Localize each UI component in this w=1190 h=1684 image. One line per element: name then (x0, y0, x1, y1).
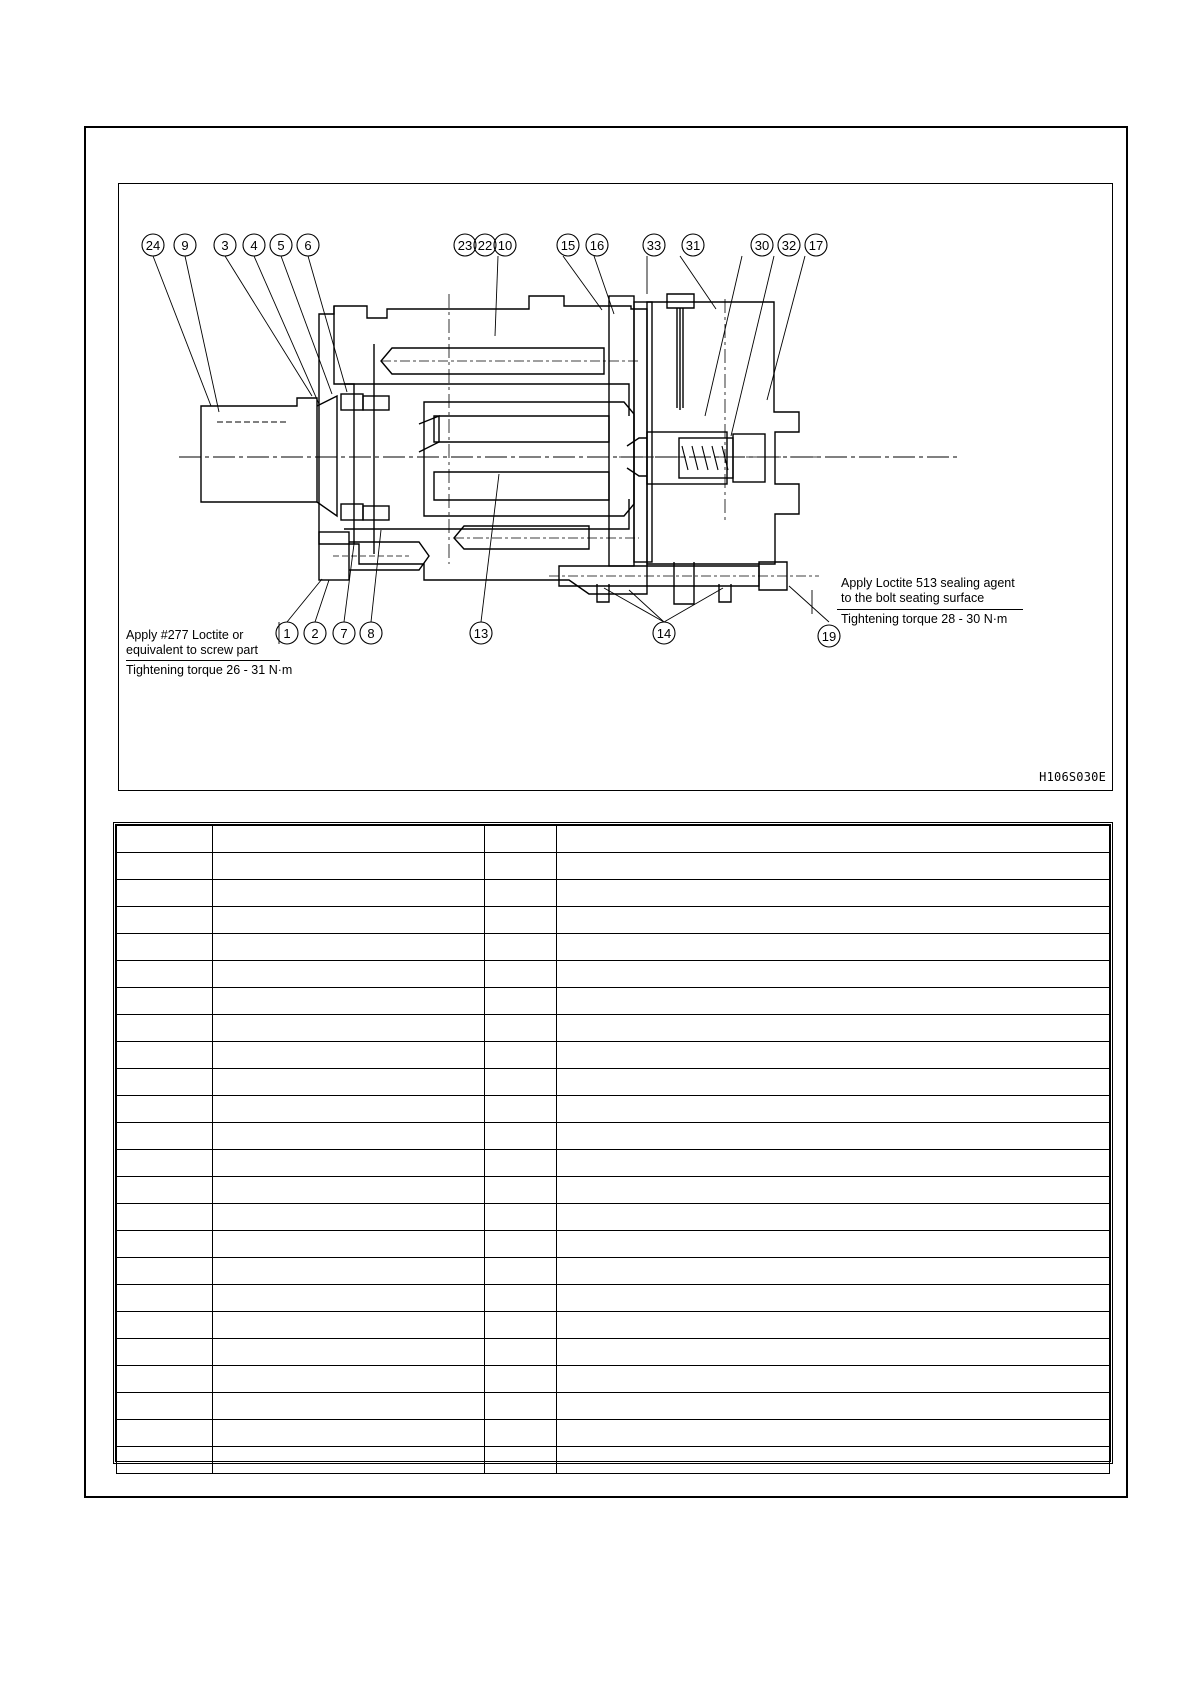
table-cell (117, 1204, 213, 1231)
table-row (117, 1285, 1110, 1312)
callout-30: 30 (754, 238, 770, 253)
table-cell (485, 1447, 557, 1474)
table-cell (557, 1420, 1110, 1447)
table-row (117, 1366, 1110, 1393)
table-row (117, 1177, 1110, 1204)
table-cell (117, 1042, 213, 1069)
table-cell (213, 1015, 485, 1042)
table-cell (117, 880, 213, 907)
cross-section-figure (118, 183, 1113, 791)
table-cell (213, 1285, 485, 1312)
table-row (117, 1420, 1110, 1447)
table-cell (485, 1042, 557, 1069)
table-row (117, 1258, 1110, 1285)
table-cell (485, 1420, 557, 1447)
callout-3: 3 (221, 238, 229, 253)
table-cell (485, 1204, 557, 1231)
table-cell (557, 880, 1110, 907)
loctite-277-line1: Apply #277 Loctite or (126, 628, 244, 642)
callout-2: 2 (311, 626, 319, 641)
table-cell (485, 1231, 557, 1258)
table-row (117, 853, 1110, 880)
table-cell (485, 853, 557, 880)
callout-6: 6 (304, 238, 312, 253)
table-cell (213, 1393, 485, 1420)
table-cell (117, 1366, 213, 1393)
table-row (117, 961, 1110, 988)
parts-table-grid (116, 825, 1110, 1474)
callout-10: 10 (497, 238, 513, 253)
table-cell (557, 1096, 1110, 1123)
loctite-513-line2: to the bolt seating surface (841, 591, 985, 605)
callout-16: 16 (589, 238, 605, 253)
pump-cross-section-drawing (119, 184, 1114, 792)
table-cell (117, 1312, 213, 1339)
table-cell (485, 934, 557, 961)
table-cell (485, 1015, 557, 1042)
table-cell (213, 1204, 485, 1231)
table-cell (213, 853, 485, 880)
table-cell (485, 1366, 557, 1393)
table-row (117, 1339, 1110, 1366)
table-row (117, 826, 1110, 853)
table-cell (485, 1177, 557, 1204)
table-cell (213, 1231, 485, 1258)
table-cell (485, 1096, 557, 1123)
table-cell (557, 1150, 1110, 1177)
table-row (117, 1042, 1110, 1069)
table-cell (485, 988, 557, 1015)
table-cell (213, 1312, 485, 1339)
table-cell (117, 934, 213, 961)
table-cell (485, 961, 557, 988)
table-cell (117, 1150, 213, 1177)
callout-7: 7 (340, 626, 348, 641)
callout-19: 19 (821, 629, 837, 644)
table-cell (117, 907, 213, 934)
table-cell (557, 907, 1110, 934)
table-cell (213, 826, 485, 853)
callout-4: 4 (250, 238, 258, 253)
table-cell (557, 1042, 1110, 1069)
table-cell (213, 1123, 485, 1150)
table-cell (117, 1069, 213, 1096)
table-cell (213, 1339, 485, 1366)
table-cell (213, 1420, 485, 1447)
table-cell (557, 1339, 1110, 1366)
callout-15: 15 (560, 238, 576, 253)
table-cell (117, 826, 213, 853)
table-cell (557, 1231, 1110, 1258)
table-cell (557, 826, 1110, 853)
table-cell (485, 880, 557, 907)
callout-9: 9 (181, 238, 189, 253)
table-cell (117, 1177, 213, 1204)
callout-14: 14 (656, 626, 672, 641)
table-cell (557, 853, 1110, 880)
table-cell (117, 1123, 213, 1150)
table-cell (117, 1015, 213, 1042)
table-cell (213, 880, 485, 907)
table-cell (117, 1339, 213, 1366)
table-cell (213, 1177, 485, 1204)
table-cell (117, 988, 213, 1015)
table-cell (213, 988, 485, 1015)
table-cell (557, 1177, 1110, 1204)
table-cell (557, 1393, 1110, 1420)
table-row (117, 1393, 1110, 1420)
table-cell (557, 961, 1110, 988)
table-cell (213, 1447, 485, 1474)
table-row (117, 1312, 1110, 1339)
table-row (117, 1204, 1110, 1231)
callout-31: 31 (685, 238, 701, 253)
callout-33: 33 (646, 238, 662, 253)
table-cell (213, 1150, 485, 1177)
table-cell (557, 988, 1110, 1015)
table-cell (557, 934, 1110, 961)
table-cell (485, 1069, 557, 1096)
loctite-277-note (126, 628, 258, 658)
table-cell (117, 1231, 213, 1258)
table-cell (557, 1015, 1110, 1042)
loctite-513-note (841, 576, 1015, 606)
table-cell (557, 1366, 1110, 1393)
callout-1: 1 (283, 626, 291, 641)
table-row (117, 907, 1110, 934)
callout-23: 23 (457, 238, 473, 253)
table-cell (557, 1123, 1110, 1150)
table-row (117, 988, 1110, 1015)
table-cell (213, 1042, 485, 1069)
table-row (117, 934, 1110, 961)
table-cell (213, 907, 485, 934)
table-cell (485, 1123, 557, 1150)
table-cell (117, 853, 213, 880)
table-cell (485, 1393, 557, 1420)
callout-8: 8 (367, 626, 375, 641)
table-cell (213, 1069, 485, 1096)
table-cell (213, 934, 485, 961)
table-cell (557, 1312, 1110, 1339)
table-cell (557, 1285, 1110, 1312)
table-cell (117, 1393, 213, 1420)
table-row (117, 1015, 1110, 1042)
callout-5: 5 (277, 238, 285, 253)
loctite-513-line1: Apply Loctite 513 sealing agent (841, 576, 1015, 590)
table-cell (117, 1096, 213, 1123)
table-cell (117, 1258, 213, 1285)
callout-24: 24 (145, 238, 161, 253)
table-cell (485, 826, 557, 853)
table-cell (213, 1096, 485, 1123)
torque-note-left: Tightening torque 26 - 31 N·m (126, 660, 280, 678)
table-row (117, 1123, 1110, 1150)
parts-table (113, 822, 1113, 1464)
callout-22: 22 (477, 238, 493, 253)
table-row (117, 1150, 1110, 1177)
table-cell (557, 1069, 1110, 1096)
table-cell (557, 1447, 1110, 1474)
table-cell (213, 961, 485, 988)
table-cell (117, 1447, 213, 1474)
table-cell (117, 1285, 213, 1312)
table-cell (117, 961, 213, 988)
table-row (117, 1447, 1110, 1474)
table-cell (485, 1339, 557, 1366)
callout-32: 32 (781, 238, 797, 253)
table-cell (485, 907, 557, 934)
table-cell (213, 1366, 485, 1393)
callout-13: 13 (473, 626, 489, 641)
callout-17: 17 (808, 238, 824, 253)
table-cell (557, 1258, 1110, 1285)
table-row (117, 1231, 1110, 1258)
table-row (117, 1069, 1110, 1096)
table-cell (485, 1258, 557, 1285)
figure-code: H106S030E (1039, 770, 1106, 784)
loctite-277-line2: equivalent to screw part (126, 643, 259, 657)
table-row (117, 880, 1110, 907)
table-cell (117, 1420, 213, 1447)
table-row (117, 1096, 1110, 1123)
table-cell (213, 1258, 485, 1285)
table-cell (485, 1150, 557, 1177)
torque-note-right: Tightening torque 28 - 30 N·m (837, 609, 1023, 627)
table-cell (485, 1312, 557, 1339)
table-cell (485, 1285, 557, 1312)
table-cell (557, 1204, 1110, 1231)
